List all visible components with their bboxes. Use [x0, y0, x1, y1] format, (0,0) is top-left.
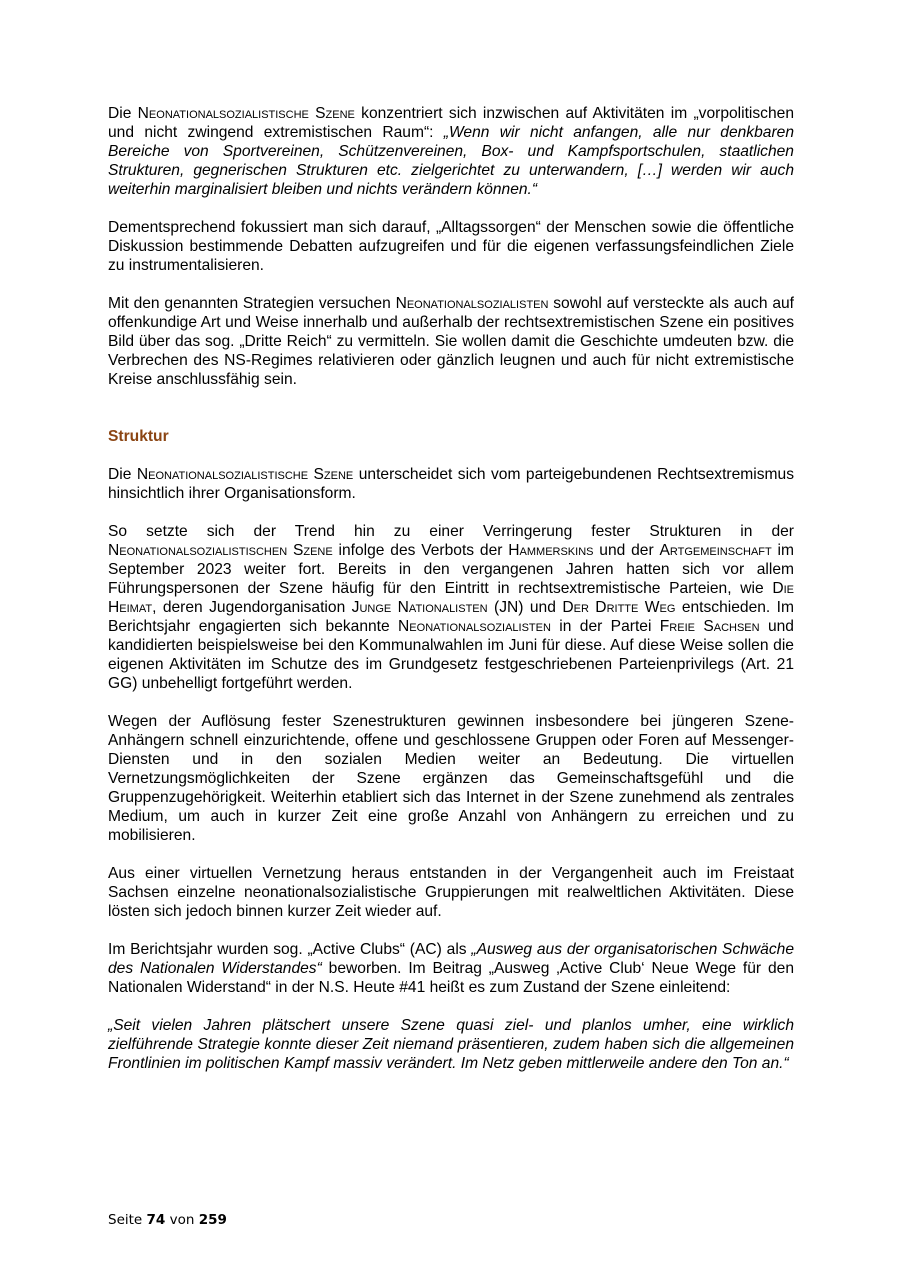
- quote: „Wenn wir nicht anfangen, alle nur denkbaren Bereiche von Sportvereinen, Schützenvereinen, Box- und Kampfsportschulen, staatlichen Strukturen, gegnerischen Strukturen etc. zielgerichtet zu unterwandern, […] werden wir auch weiterhin marginalisiert bleiben und nichts verändern können.“: [108, 124, 794, 198]
- paragraph-4: [108, 465, 794, 503]
- text: Im Berichtsjahr wurden sog. „Active Clubs“ (AC) als: [108, 941, 472, 958]
- quote: „Ausweg aus der organisatorischen Schwäche des Nationalen Widerstandes“: [108, 941, 795, 977]
- organization-name: Junge Nationalisten: [351, 599, 488, 616]
- page-total: 259: [198, 1212, 227, 1228]
- text: infolge des Verbots der: [332, 542, 509, 559]
- page-number: 74: [146, 1212, 166, 1228]
- organization-name: Neonationalsozialistischen Szene: [108, 542, 333, 559]
- footer-prefix: Seite: [108, 1212, 147, 1228]
- organization-name: Der Dritte Weg: [562, 599, 676, 616]
- paragraph-1: [108, 104, 794, 199]
- paragraph-8: [108, 940, 794, 997]
- organization-name: Neonationalsozialistische Szene: [136, 466, 354, 483]
- text: sowohl auf versteckte als auch auf offenkundige Art und Weise innerhalb und außerhalb der rechtsextremistischen Szene ein positives Bild über das sog. „Dritte Reich“ zu vermitteln. Sie wollen damit die Geschichte umdeuten bzw. die Verbrechen des NS-Regimes relativieren oder gänzlich leugnen und auch für nicht extremistische Kreise anschlussfähig sein.: [108, 295, 794, 388]
- text: unterscheidet sich vom parteigebundenen Rechtsextremismus hinsichtlich ihrer Organisationsform.: [108, 466, 794, 502]
- organization-name: Die Heimat: [108, 580, 794, 616]
- paragraph-7: Aus einer virtuellen Vernetzung heraus entstanden in der Vergangenheit auch im Freistaat Sachsen einzelne neonationalsozialistische Gruppierungen mit realweltlichen Aktivitäten. Diese lösten sich jedoch binnen kurzer Zeit wieder auf.: [108, 865, 794, 920]
- text: , deren Jugendorganisation: [152, 599, 352, 616]
- paragraph-3: [108, 294, 794, 389]
- text: So setzte sich der Trend hin zu einer Verringerung fester Strukturen in der: [108, 523, 794, 540]
- text: Die: [108, 466, 137, 483]
- document-body: [108, 104, 794, 1073]
- paragraph-6: Wegen der Auflösung fester Szenestrukturen gewinnen insbesondere bei jüngeren Szene-Anhängern schnell einzurichtende, offene und geschlossene Gruppen oder Foren auf Messenger-Diensten und in den sozialen Medien weiter an Bedeutung. Die virtuellen Vernetzungsmöglichkeiten der Szene ergänzen das Gemeinschaftsgefühl und die Gruppenzugehörigkeit. Weiterhin etabliert sich das Internet in der Szene zunehmend als zentrales Medium, um auch in kurzer Zeit eine große Anzahl von Anhängern zu erreichen und zu mobilisieren.: [108, 713, 794, 844]
- text: und der: [593, 542, 660, 559]
- paragraph-5: [108, 522, 794, 693]
- organization-name: Hammerskins: [508, 542, 594, 559]
- section-heading: Struktur: [108, 428, 169, 445]
- paragraph-2: Dementsprechend fokussiert man sich darauf, „Alltagssorgen“ der Menschen sowie die öffentliche Diskussion bestimmende Debatten aufzugreifen und für die eigenen verfassungsfeindlichen Ziele zu instrumentalisieren.: [108, 219, 794, 274]
- organization-name: Freie Sachsen: [659, 618, 760, 635]
- paragraph-9-quote: [108, 1016, 794, 1073]
- page-footer: [108, 1212, 227, 1228]
- text: entschieden. Im Berichtsjahr engagierten sich bekannte: [108, 599, 794, 635]
- text: im September 2023 weiter fort. Bereits in den vergangenen Jahren hatten sich vor allem Führungspersonen der Szene häufig für den Eintritt in rechtsextremistische Parteien, wie: [108, 542, 794, 597]
- quote: „Seit vielen Jahren plätschert unsere Szene quasi ziel- und planlos umher, eine wirklich zielführende Strategie konnte dieser Zeit niemand präsentieren, zudem haben sich die allgemeinen Frontlinien im politischen Kampf massiv verändert. Im Netz geben mittlerweile andere den Ton an.“: [108, 1017, 794, 1072]
- organization-name: Neonationalsozialistische Szene: [137, 105, 355, 122]
- organization-name: Neonationalsozialisten: [395, 295, 549, 312]
- footer-middle: von: [165, 1212, 199, 1228]
- organization-name: Neonationalsozialisten: [398, 618, 551, 635]
- organization-name: Artgemeinschaft: [659, 542, 772, 559]
- text: konzentriert sich inzwischen auf Aktivitäten im „vorpolitischen und nicht zwingend extremistischen Raum“:: [108, 105, 794, 141]
- text: Mit den genannten Strategien versuchen: [108, 295, 396, 312]
- text: (JN) und: [487, 599, 563, 616]
- text: beworben. Im Beitrag „Ausweg ‚Active Club‘ Neue Wege für den Nationalen Widerstand“ in der N.S. Heute #41 heißt es zum Zustand der Szene einleitend:: [108, 960, 794, 996]
- text: und kandidierten beispielsweise bei den Kommunalwahlen im Juni für diese. Auf diese Weise sollen die eigenen Aktivitäten im Schutze des im Grundgesetz festgeschriebenen Parteienprivilegs (Art. 21 GG) unbehelligt fortgeführt werden.: [108, 618, 794, 692]
- text: Die: [108, 105, 138, 122]
- text: in der Partei: [550, 618, 660, 635]
